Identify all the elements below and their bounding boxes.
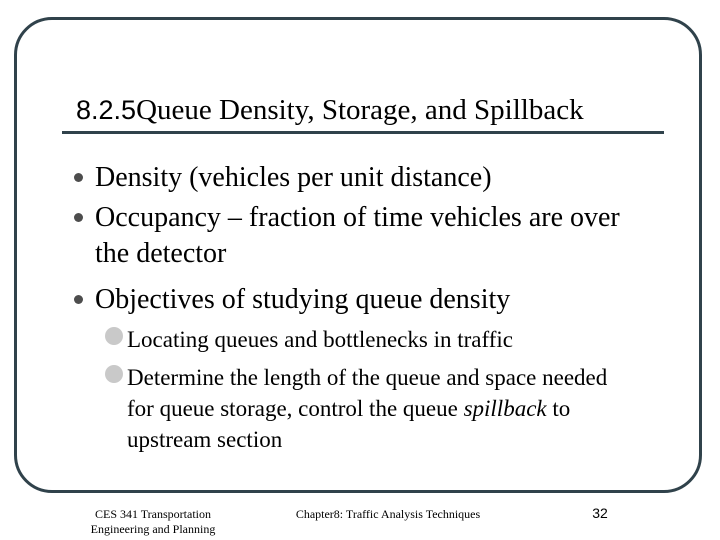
spillback-term: spillback (463, 396, 547, 421)
title-text: Queue Density, Storage, and Spillback (136, 94, 584, 126)
slide-title (76, 90, 696, 135)
sub-bullet-text-part: to upstream section (127, 396, 571, 452)
bullet-text: Occupancy – fraction of time vehicles are over the detector (95, 202, 620, 269)
sub-bullet-text: Locating queues and bottlenecks in traffic (127, 327, 513, 352)
sub-bullet-text-part: Determine the length of the queue and space needed for queue storage, control the queue (127, 365, 608, 421)
bullet-text: Objectives of studying queue density (95, 284, 511, 315)
footer-course-line: Engineering and Planning (90, 522, 216, 536)
bullet-marker-icon (74, 173, 83, 182)
footer-chapter: Chapter8: Traffic Analysis Techniques (295, 507, 481, 521)
page-number: 32 (592, 505, 608, 521)
bullet-marker-icon (74, 295, 83, 304)
section-number: 8.2.5 (76, 95, 137, 125)
sub-bullet-marker-icon (105, 365, 123, 383)
bullet-text: Density (vehicles per unit distance) (95, 162, 492, 193)
sub-bullet-marker-icon (105, 327, 123, 345)
footer-course (78, 507, 228, 537)
bullet-marker-icon (74, 213, 83, 222)
footer-course-line: CES 341 Transportation (94, 507, 211, 521)
sub-bullet-text (127, 362, 627, 455)
title-underline (62, 131, 664, 134)
